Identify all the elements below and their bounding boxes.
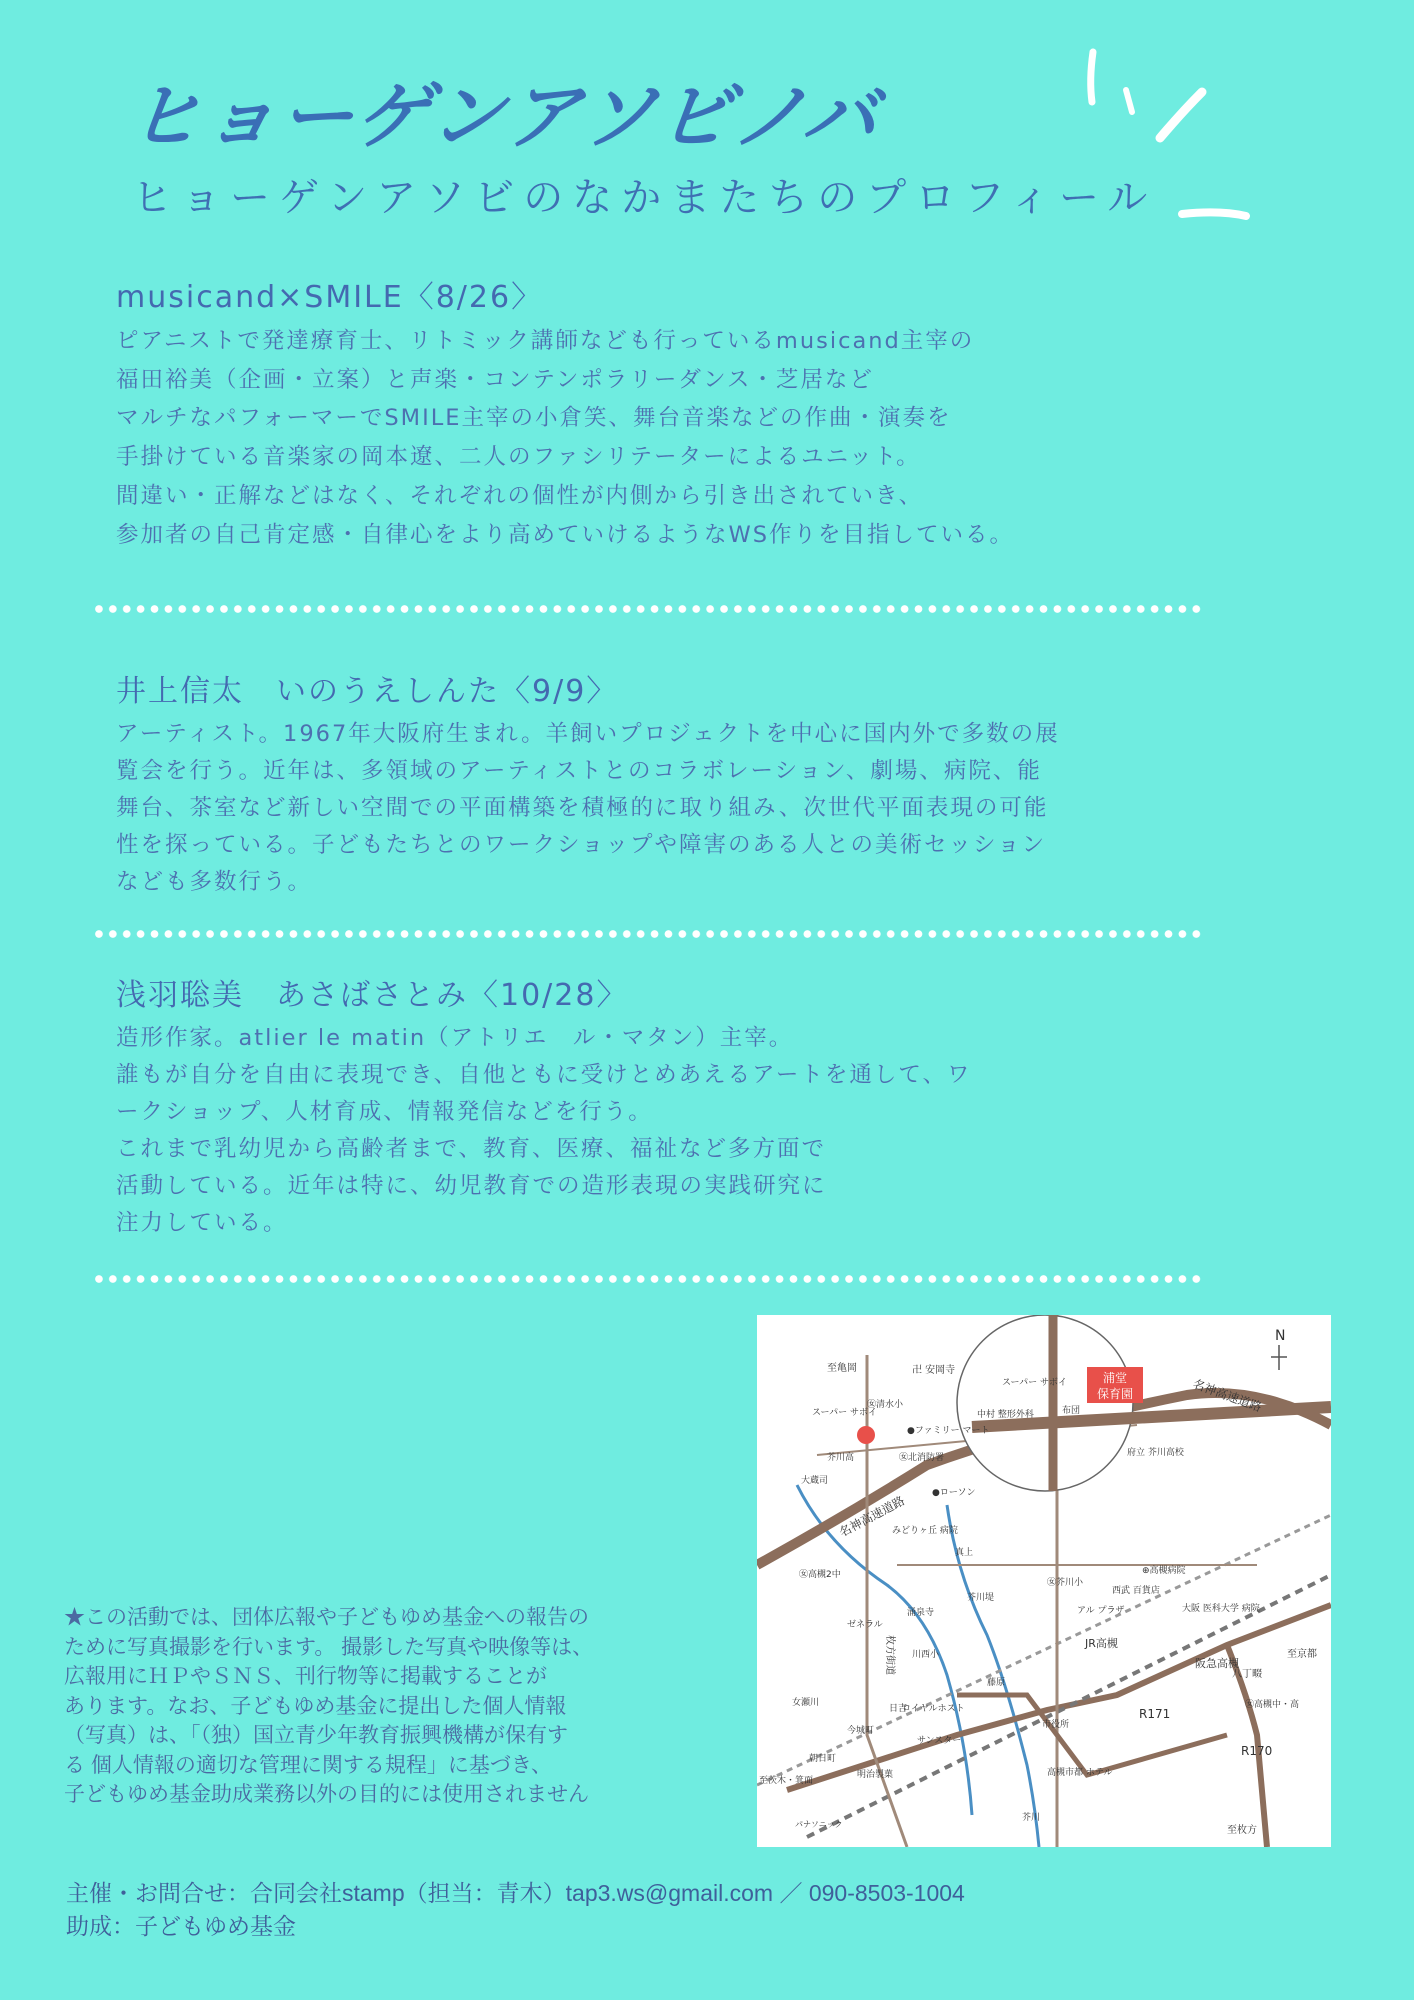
map-label: 高槻市都 ホテル — [1047, 1768, 1113, 1778]
map-label: スーパー サボイ — [1002, 1378, 1067, 1388]
map-label: アル プラザ — [1077, 1606, 1125, 1616]
profile-body — [116, 322, 1014, 554]
location-marker — [857, 1426, 875, 1444]
map-label: 名神高速道路 — [836, 1493, 907, 1540]
map-label: 真上 — [955, 1548, 974, 1558]
profile-line: ピアニストで発達療育士、リトミック講師なども行っているmusicand主宰の — [116, 328, 975, 354]
map-label: 布団 — [1062, 1406, 1081, 1416]
notice-line: 広報用にＨＰやＳＮＳ、刊行物等に掲載することが — [64, 1665, 547, 1688]
map-label: ㊛高槻2中 — [799, 1570, 841, 1580]
map-label: ㊛北消防署 — [899, 1453, 945, 1463]
nursery-label: 浦堂 — [1102, 1371, 1128, 1385]
map-label: 卍 安岡寺 — [912, 1365, 956, 1376]
notice-line: あります。なお、子どもゆめ基金に提出した個人情報 — [64, 1694, 567, 1718]
map-label: パナソニック — [795, 1820, 843, 1829]
profile-asaba-satomi — [116, 970, 971, 1242]
profile-line: 性を探っている。子どもたちとのワークショップや障害のある人との美術セッション — [116, 832, 1047, 858]
profile-line: 活動している。近年は特に、幼児教育での造形表現の実践研究に — [116, 1173, 827, 1199]
map-label: 涌泉寺 — [907, 1608, 935, 1618]
map-label: 名神高速道路 — [1190, 1376, 1264, 1415]
profile-line: 誰もが自分を自由に表現でき、自他ともに受けとめあえるアートを通して、ワ — [116, 1062, 972, 1088]
notice-line: 子どもゆめ基金助成業務以外の目的には使用されません — [64, 1783, 589, 1806]
profile-line: 参加者の自己肯定感・自律心をより高めていけるようなWS作りを目指している。 — [116, 521, 1015, 548]
profile-heading: musicand×SMILE〈8/26〉 — [116, 280, 544, 315]
dotted-divider — [92, 604, 1204, 614]
map-label: 至亀岡 — [827, 1363, 857, 1374]
map-graphic — [757, 1315, 1331, 1847]
map-label: 至枚方 — [1227, 1825, 1257, 1836]
profile-body — [116, 1020, 971, 1242]
map-label: 大蔵司 — [801, 1476, 829, 1486]
profile-line: 間違い・正解などはなく、それぞれの個性が内側から引き出されていき、 — [116, 482, 924, 509]
map-label: 西武 百貨店 — [1112, 1586, 1160, 1596]
contact-line: 主催・お問合せ：合同会社stamp（担当：青木）tap3.ws@gmail.com ／ 090-8503-1004 — [66, 1880, 965, 1906]
map-label: 今城町 — [847, 1726, 875, 1736]
map-label: 藤原 — [987, 1678, 1006, 1688]
map-label: ㊛芥川小 — [1047, 1578, 1084, 1588]
profile-line: 覧会を行う。近年は、多領域のアーティストとのコラボレーション、劇場、病院、能 — [116, 758, 1042, 784]
map-label: 芥川堤 — [967, 1593, 995, 1603]
notice-line: ★この活動では、団体広報や子どもゆめ基金への報告の — [64, 1606, 589, 1629]
access-map — [757, 1315, 1331, 1847]
notice-line: ために写真撮影を行います。 撮影した写真や映像等は、 — [64, 1635, 594, 1659]
map-label: 府立 芥川高校 — [1127, 1448, 1184, 1458]
profile-musicand-smile — [116, 272, 1014, 554]
page-title: ヒョーゲンアソビノバ — [122, 74, 884, 160]
profile-heading: 井上信太 いのうえしんた〈9/9〉 — [116, 674, 619, 709]
notice-line: る 個人情報の適切な管理に関する規程」に基づき、 — [64, 1753, 552, 1777]
map-label: 至茨木・箕面 — [759, 1776, 814, 1786]
profile-line: アーティスト。1967年大阪府生まれ。羊飼いプロジェクトを中心に国内外で多数の展 — [116, 721, 1060, 747]
profile-line: 造形作家。atlier le matin（アトリエ ル・マタン）主宰。 — [116, 1025, 794, 1051]
map-label: ロイヤルホスト — [902, 1704, 965, 1714]
map-label: スーパー サボイ — [812, 1408, 877, 1418]
map-label: 阪急高槻 — [1195, 1657, 1239, 1670]
profile-heading: 浅羽聡美 あさばさとみ〈10/28〉 — [116, 978, 629, 1013]
map-label: ㊛清水小 — [867, 1400, 904, 1410]
profile-line: これまで乳幼児から高齢者まで、教育、医療、福祉など多方面で — [116, 1136, 827, 1162]
map-label: 芥川高 — [827, 1453, 855, 1463]
photo-notice — [64, 1603, 593, 1810]
profile-line: 舞台、茶室など新しい空間での平面構築を積極的に取り組み、次世代平面表現の可能 — [116, 795, 1049, 821]
map-label: 中村 整形外科 — [977, 1410, 1034, 1420]
profile-line: 手掛けている音楽家の岡本遼、二人のファシリテーターによるユニット。 — [116, 444, 921, 471]
map-label: ●ローソン — [932, 1488, 976, 1498]
map-label: JR高槻 — [1085, 1637, 1118, 1650]
profile-line: なども多数行う。 — [116, 869, 313, 895]
notice-line: （写真）は、「（独）国立青少年教育振興機構が保有す — [64, 1724, 568, 1747]
dotted-divider — [92, 1274, 1204, 1284]
map-label: ゼネラル — [847, 1620, 883, 1630]
map-label: 女瀬川 — [792, 1698, 820, 1708]
map-label: 芥川 — [1022, 1813, 1041, 1823]
map-label: 八丁畷 — [1232, 1669, 1262, 1680]
map-label: 市役所 — [1042, 1720, 1070, 1730]
footer — [66, 1877, 965, 1943]
sparkle-decoration — [1070, 40, 1270, 240]
map-label: 至京都 — [1287, 1649, 1317, 1660]
profile-inoue-shinta — [116, 666, 1060, 901]
compass-north: N — [1275, 1328, 1286, 1344]
map-label: 朝日町 — [809, 1754, 837, 1764]
map-label: ●ファミリー マート — [907, 1426, 990, 1436]
map-label: サンスター — [917, 1736, 962, 1746]
map-label: 川西小 — [912, 1650, 940, 1660]
map-label: 枚方街道 — [884, 1635, 895, 1675]
map-label: ⊕高槻病院 — [1142, 1566, 1186, 1576]
map-label: ㊛高槻中・高 — [1245, 1700, 1300, 1710]
page-subtitle: ヒョーゲンアソビのなかまたちのプロフィール — [132, 175, 1157, 221]
nursery-label: 保育園 — [1096, 1387, 1134, 1401]
profile-line: マルチなパフォーマーでSMILE主宰の小倉笑、舞台音楽などの作曲・演奏を — [116, 405, 952, 432]
dotted-divider — [92, 929, 1204, 939]
profile-body — [116, 716, 1060, 901]
map-label: 日吉 — [889, 1704, 908, 1714]
map-label: 大阪 医科大学 病院 — [1182, 1604, 1260, 1614]
support-line: 助成：子どもゆめ基金 — [66, 1913, 296, 1939]
map-label: R171 — [1139, 1707, 1171, 1721]
profile-line: 福田裕美（企画・立案）と声楽・コンテンポラリーダンス・芝居など — [116, 366, 874, 393]
profile-line: ークショップ、人材育成、情報発信などを行う。 — [116, 1099, 653, 1125]
map-label: R170 — [1241, 1744, 1273, 1758]
map-label: みどりヶ丘 病院 — [892, 1526, 958, 1536]
profile-line: 注力している。 — [116, 1210, 288, 1236]
map-label: 明治製菓 — [857, 1770, 894, 1780]
